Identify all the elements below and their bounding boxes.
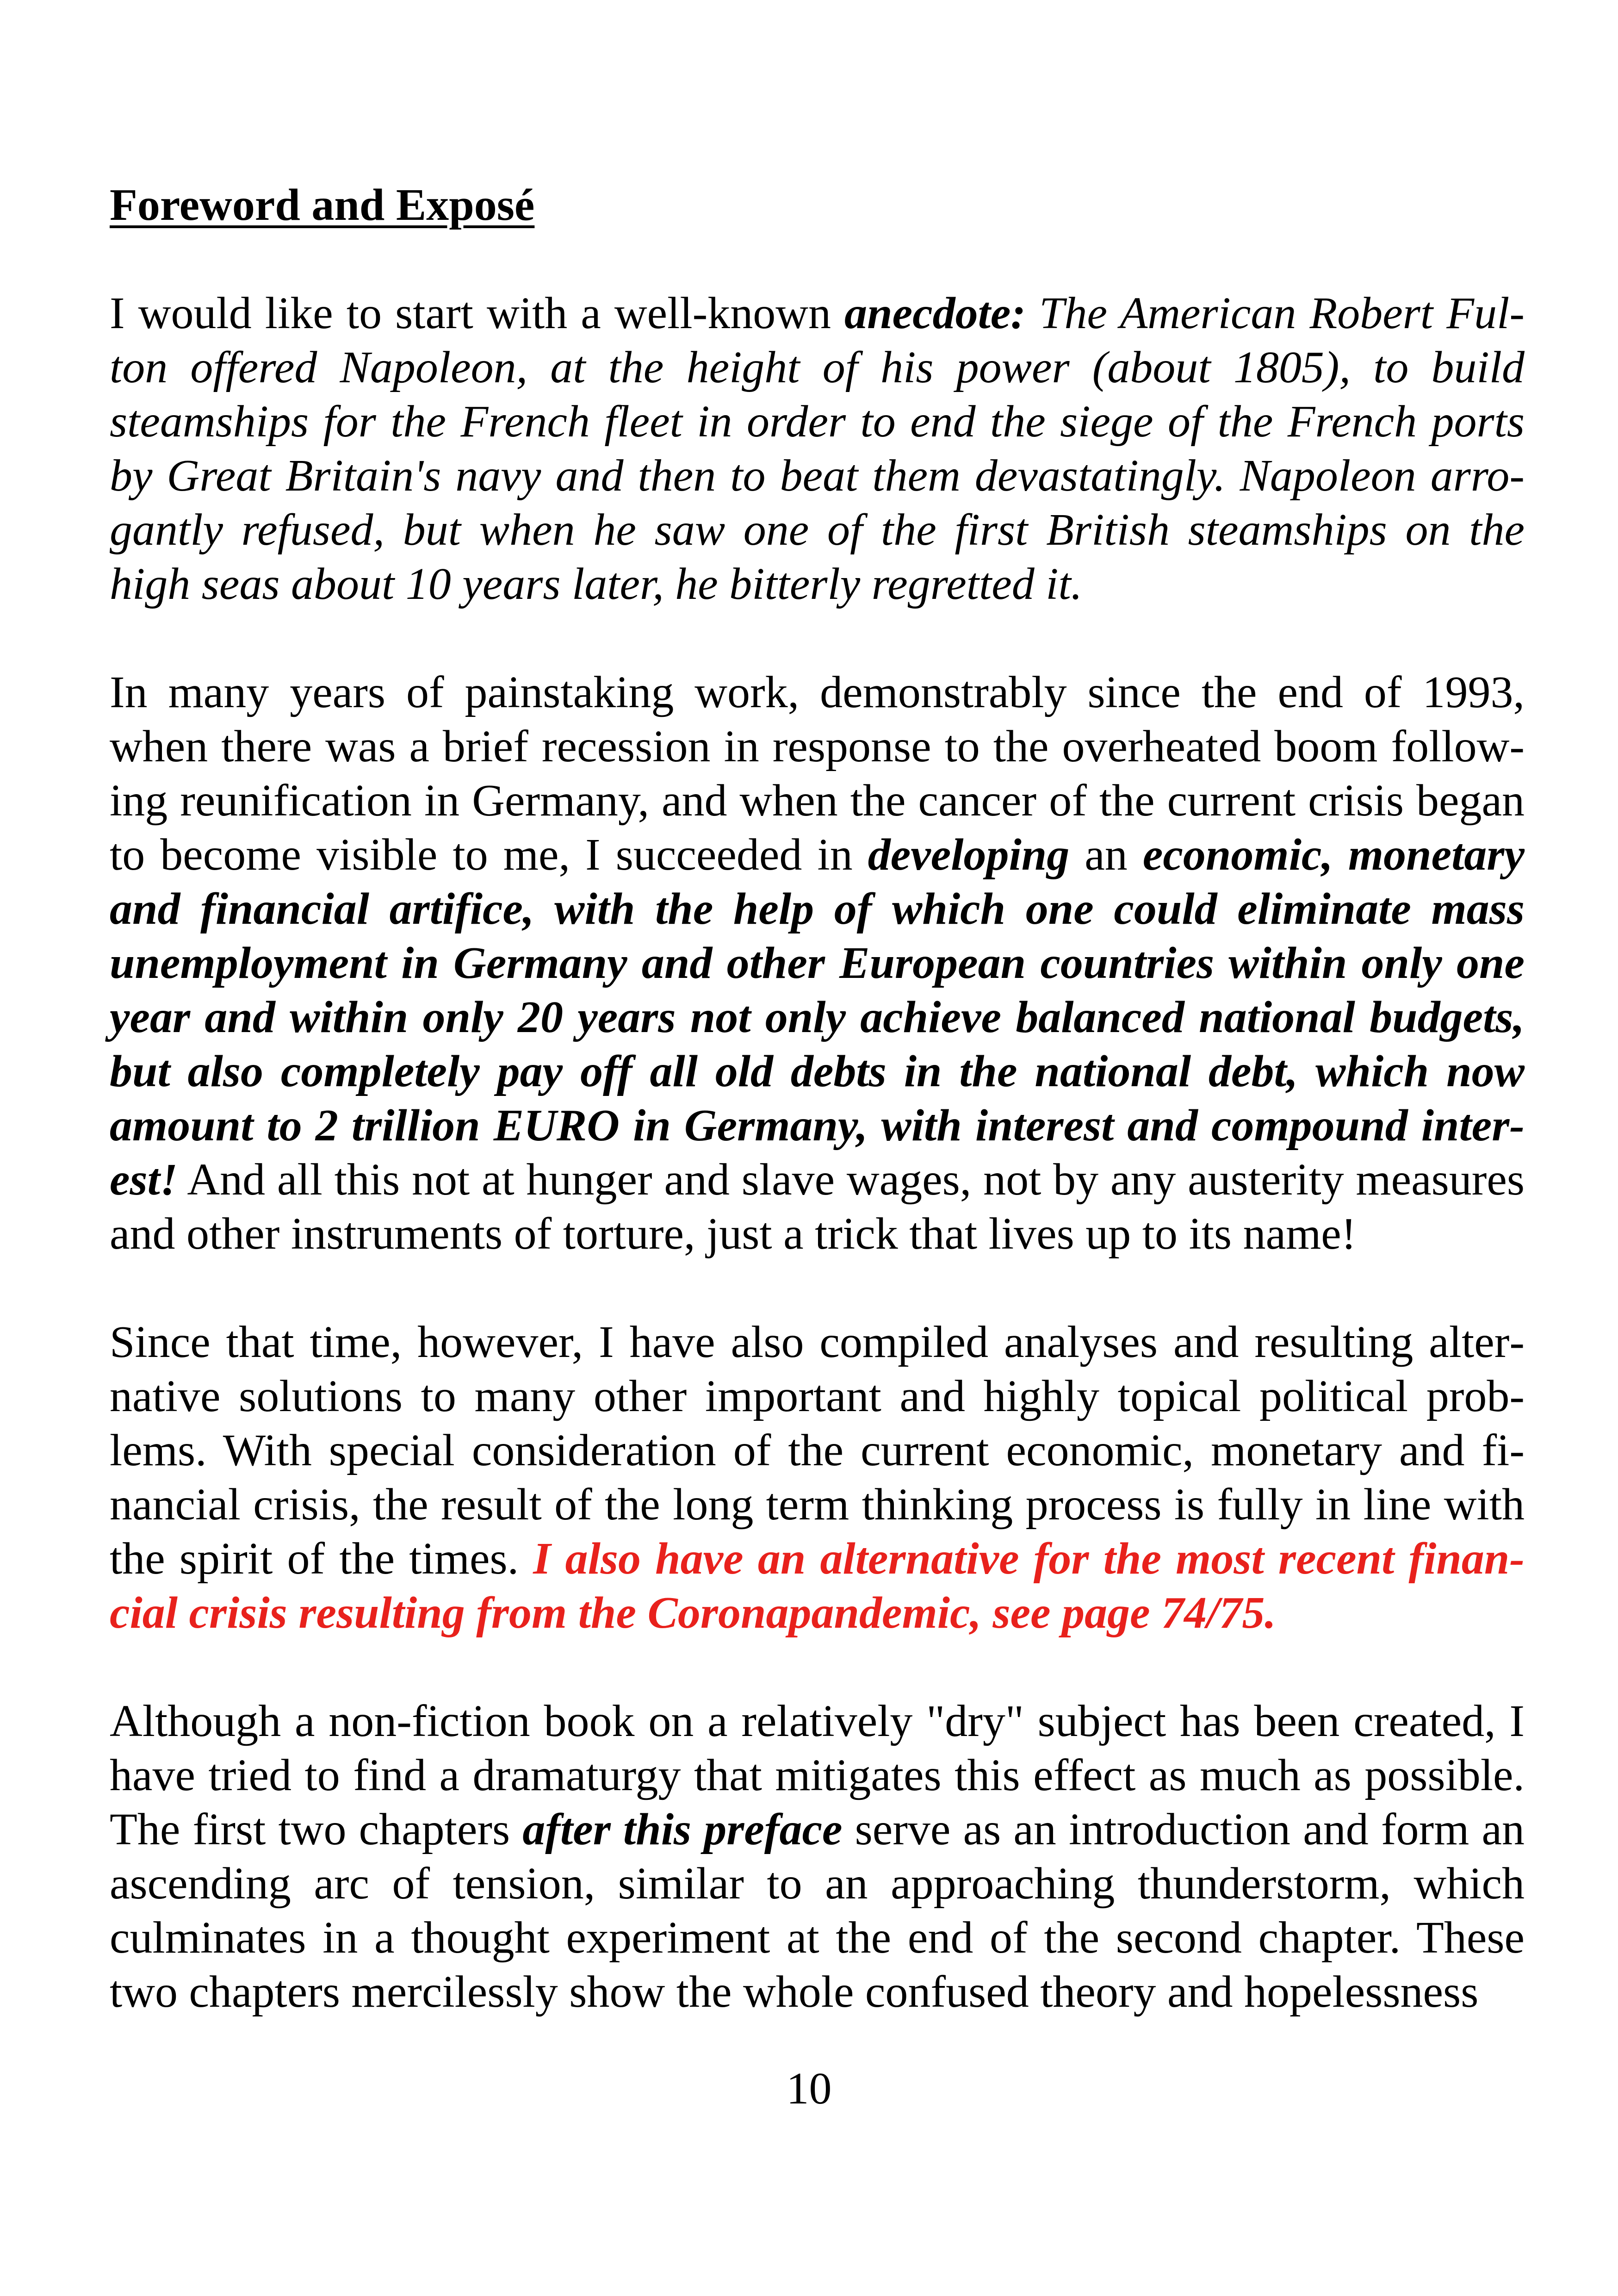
page-number: 10 <box>786 2064 832 2114</box>
document-page <box>110 178 1525 2073</box>
paragraph-analyses <box>110 1315 1525 1640</box>
paragraph-anecdote <box>110 286 1525 611</box>
p3-text: Since that time, however, I have also compiled analyses and resulting alternative solutions to many other important and highly topical political problems. With special consideration of the current economic, monetary and financial crisis, the result of the long term thinking process is fully in line with the spirit of the times. <box>110 1317 1525 1584</box>
p1-anecdote-text: The American Robert Fulton offered Napoleon, at the height of his power (about 1805), to build steamships for the French fleet in order to end the siege of the French ports by Great Britain's navy and then to beat them devastatingly. Napoleon arrogantly refused, but when he saw one of the first British steamships on the high seas about 10 years later, he bitterly regretted it. <box>110 288 1525 609</box>
p2-text-outro: And all this not at hunger and slave wages, not by any austerity measures and other instruments of torture, just a trick that lives up to its name! <box>110 1155 1525 1259</box>
p1-anecdote-label: anecdote: <box>844 288 1026 338</box>
p1-text: I would like to start with a well-known <box>110 288 845 338</box>
paragraph-artifice <box>110 666 1525 1261</box>
p2-an: an <box>1069 830 1143 880</box>
p2-artifice-claim: economic, monetary and financial artifice, with the help of which one could eliminate mass unemployment in Germany and other European countries within only one year and within only 20 years not only achieve balanced national budgets, but also completely pay off all old debts in the national debt, which now amount to 2 trillion EURO in Germany, with interest and compound interest! <box>110 830 1525 1205</box>
p4-text-outro: serve as an introduction and form an ascending arc of tension, similar to an approaching thunderstorm, which culminates in a thought experiment at the end of the second chapter. These two chapters mercilessly show the whole confused theory and hopelessness <box>110 1804 1525 2017</box>
p4-text-intro: Although a non-fiction book on a relatively "dry" subject has been created, I have tried to find a dramaturgy that mitigates this effect as much as possible. The first two chapters <box>110 1696 1525 1854</box>
p3-corona-note: I also have an alternative for the most recent financial crisis resulting from the Coronapandemic, see page 74/75. <box>110 1534 1525 1638</box>
paragraph-dramaturgy <box>110 1694 1525 2019</box>
p4-after-preface: after this preface <box>522 1804 843 1854</box>
p2-text-intro: In many years of painstaking work, demonstrably since the end of 1993, when there was a brief recession in response to the overheated boom following reunification in Germany, and when the cancer of the current crisis began to become visible to me, I succeeded in <box>110 667 1525 880</box>
section-heading: Foreword and Exposé <box>110 180 535 230</box>
p2-developing: developing <box>868 830 1070 880</box>
